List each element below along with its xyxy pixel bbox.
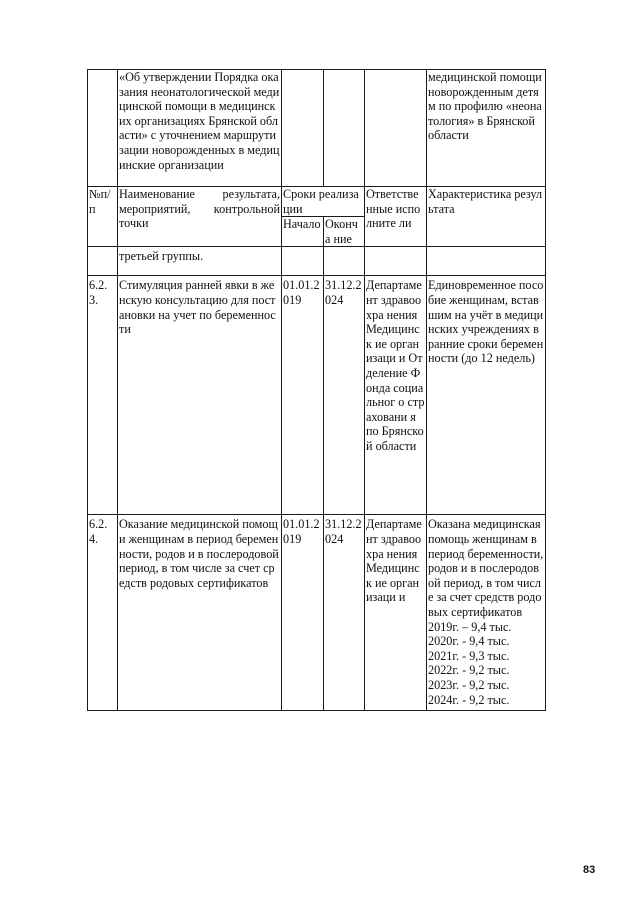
group-row <box>88 247 546 276</box>
page-number: 83 <box>583 864 596 876</box>
group-responsible-cell <box>365 247 427 276</box>
group-result-cell <box>427 247 546 276</box>
header-name-line-2: мероприятий, контрольной <box>119 201 280 216</box>
header-name-cell <box>118 187 282 247</box>
row-num-cell: 6.2.4. <box>88 515 118 711</box>
header-responsible-cell: Ответстве нные исполните ли <box>365 187 427 247</box>
continuation-row <box>88 70 546 187</box>
row-result-cell <box>427 276 546 515</box>
row-result-text: Оказана медицинская помощь женщинам в период беременности, родов и в послеродовой период, в том числе за счет средств родовых сертификатов <box>428 517 544 619</box>
group-num-cell <box>88 247 118 276</box>
continuation-result-cell: медицинской помощи новорожденным детям по профилю «неонатология» в Брянской области <box>427 70 546 187</box>
row-end-cell: 31.12.2 024 <box>324 515 365 711</box>
header-num-cell: №п/п <box>88 187 118 247</box>
continuation-end-cell <box>324 70 365 187</box>
row-responsible-cell: Департаме нт здравоохра нения Медицинск ие организаци и <box>365 515 427 711</box>
header-start-cell: Начало <box>282 217 324 247</box>
result-year-line: 2019г. – 9,4 тыс. <box>428 619 512 634</box>
header-row-1 <box>88 187 546 217</box>
row-name-cell: Стимуляция ранней явки в женскую консультацию для постановки на учет по беременности <box>118 276 282 515</box>
result-year-line: 2021г. - 9,3 тыс. <box>428 648 510 663</box>
header-end-cell: Оконча ние <box>324 217 365 247</box>
result-year-line: 2020г. - 9,4 тыс. <box>428 634 510 649</box>
table-row <box>88 276 546 515</box>
table-row <box>88 515 546 711</box>
row-end-cell: 31.12.2 024 <box>324 276 365 515</box>
group-start-cell <box>282 247 324 276</box>
header-name-line-3: точки <box>119 216 149 231</box>
header-terms-cell: Сроки реализации <box>282 187 365 217</box>
continuation-responsible-cell <box>365 70 427 187</box>
row-responsible-cell: Департаме нт здравоохра нения Медицинск ие организаци и Отделение Фонда социальног о страховани я по Брянской области <box>365 276 427 515</box>
continuation-num-cell <box>88 70 118 187</box>
group-end-cell <box>324 247 365 276</box>
result-year-line: 2022г. - 9,2 тыс. <box>428 663 510 678</box>
header-name-line-1: Наименование результата, <box>119 187 280 201</box>
row-start-cell: 01.01.2 019 <box>282 515 324 711</box>
row-num-cell: 6.2.3. <box>88 276 118 515</box>
result-year-line: 2024г. - 9,2 тыс. <box>428 692 510 707</box>
result-year-line: 2023г. - 9,2 тыс. <box>428 677 510 692</box>
row-start-cell: 01.01.2 019 <box>282 276 324 515</box>
row-result-text: Единовременное пособие женщинам, вставшим на учёт в медицинских учреждениях в ранние сроки беременности (до 12 недель) <box>428 278 544 366</box>
continuation-start-cell <box>282 70 324 187</box>
program-table <box>87 69 546 711</box>
continuation-name-cell: «Об утверждении Порядка оказания неонатологической медицинской помощи в медицинских организациях Брянской области» с уточнением маршрутизации новорожденных в медицинские организации <box>118 70 282 187</box>
header-result-cell: Характеристика результата <box>427 187 546 247</box>
row-name-cell: Оказание медицинской помощи женщинам в период беременности, родов и в послеродовой период, в том числе за счет средств родовых сертификатов <box>118 515 282 711</box>
row-result-cell <box>427 515 546 711</box>
group-text-cell: третьей группы. <box>118 247 282 276</box>
